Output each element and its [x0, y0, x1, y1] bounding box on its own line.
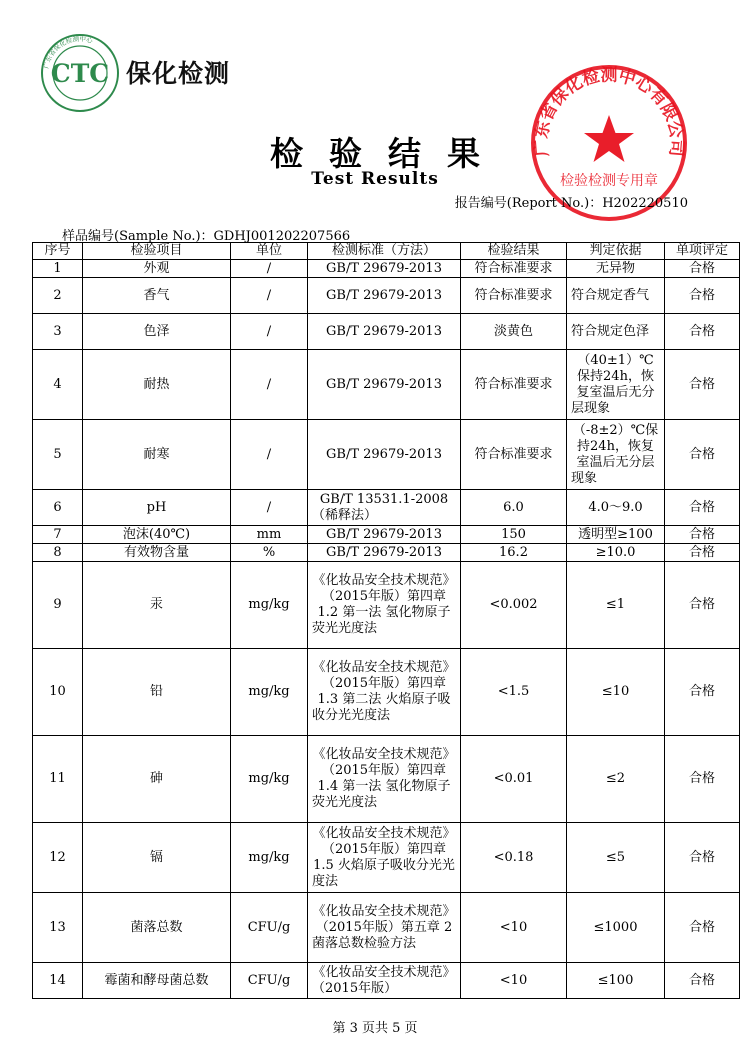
evaluation: 合格	[665, 350, 740, 420]
result: 淡黄色	[461, 314, 567, 350]
result: <10	[461, 963, 567, 999]
result: 16.2	[461, 544, 567, 562]
standard: GB/T 29679-2013	[308, 544, 461, 562]
basis: 4.0～9.0	[567, 490, 665, 526]
basis: ≤1	[567, 562, 665, 649]
standard: GB/T 29679-2013	[308, 278, 461, 314]
result: <0.18	[461, 823, 567, 893]
row-number: 14	[33, 963, 83, 999]
evaluation: 合格	[665, 526, 740, 544]
table-row	[33, 544, 740, 562]
unit: /	[231, 314, 308, 350]
test-item: 耐寒	[83, 420, 231, 490]
basis: ≥10.0	[567, 544, 665, 562]
unit: mg/kg	[231, 736, 308, 823]
unit: mm	[231, 526, 308, 544]
basis: ≤2	[567, 736, 665, 823]
test-item: 香气	[83, 278, 231, 314]
table-row	[33, 823, 740, 893]
result: 符合标准要求	[461, 350, 567, 420]
table-row	[33, 963, 740, 999]
test-item: 镉	[83, 823, 231, 893]
basis: （-8±2）℃保持24h，恢复室温后无分层现象	[567, 420, 665, 490]
test-item: 有效物含量	[83, 544, 231, 562]
unit: /	[231, 278, 308, 314]
unit: %	[231, 544, 308, 562]
standard: GB/T 29679-2013	[308, 314, 461, 350]
table-row	[33, 562, 740, 649]
header-cell: 检验项目	[83, 243, 231, 260]
standard: GB/T 29679-2013	[308, 526, 461, 544]
test-item: 菌落总数	[83, 893, 231, 963]
logo-ring-text: 广东省保化检测中心	[42, 34, 94, 70]
basis: ≤10	[567, 649, 665, 736]
test-item: 铅	[83, 649, 231, 736]
evaluation: 合格	[665, 823, 740, 893]
seal-text: 广东省保化检测中心有限公司	[531, 65, 687, 158]
basis: 无异物	[567, 260, 665, 278]
table-row	[33, 893, 740, 963]
row-number: 4	[33, 350, 83, 420]
standard: GB/T 13531.1-2008（稀释法）	[308, 490, 461, 526]
row-number: 8	[33, 544, 83, 562]
report-number: 报告编号(Report No.)：H202220510	[454, 196, 688, 211]
unit: /	[231, 350, 308, 420]
test-item: 霉菌和酵母菌总数	[83, 963, 231, 999]
table-row	[33, 420, 740, 490]
table-row	[33, 526, 740, 544]
unit: /	[231, 490, 308, 526]
evaluation: 合格	[665, 736, 740, 823]
header-cell: 单项评定	[665, 243, 740, 260]
page-subtitle: Test Results	[311, 169, 439, 189]
unit: CFU/g	[231, 893, 308, 963]
table-row	[33, 260, 740, 278]
evaluation: 合格	[665, 963, 740, 999]
unit: /	[231, 420, 308, 490]
result: <0.01	[461, 736, 567, 823]
seal-bottom-text: 检验检测专用章	[560, 173, 658, 189]
row-number: 1	[33, 260, 83, 278]
table-row	[33, 278, 740, 314]
table-row	[33, 350, 740, 420]
result: 符合标准要求	[461, 260, 567, 278]
test-item: 耐热	[83, 350, 231, 420]
basis: ≤100	[567, 963, 665, 999]
result: 符合标准要求	[461, 420, 567, 490]
row-number: 5	[33, 420, 83, 490]
standard: 《化妆品安全技术规范》（2015年版）第四章 1.5 火焰原子吸收分光光度法	[308, 823, 461, 893]
sample-number: 样品编号(Sample No.)：GDHJ001202207566	[62, 229, 351, 244]
standard: GB/T 29679-2013	[308, 260, 461, 278]
row-number: 12	[33, 823, 83, 893]
test-item: pH	[83, 490, 231, 526]
results-table	[32, 242, 740, 999]
unit: /	[231, 260, 308, 278]
evaluation: 合格	[665, 260, 740, 278]
test-item: 汞	[83, 562, 231, 649]
row-number: 9	[33, 562, 83, 649]
test-item: 砷	[83, 736, 231, 823]
header-cell: 序号	[33, 243, 83, 260]
table-row	[33, 649, 740, 736]
evaluation: 合格	[665, 893, 740, 963]
standard: 《化妆品安全技术规范》（2015年版）	[308, 963, 461, 999]
header-cell: 检验结果	[461, 243, 567, 260]
unit: mg/kg	[231, 649, 308, 736]
result: 150	[461, 526, 567, 544]
result: <0.002	[461, 562, 567, 649]
test-item: 泡沫(40℃)	[83, 526, 231, 544]
basis: ≤1000	[567, 893, 665, 963]
result: <1.5	[461, 649, 567, 736]
header-cell: 检测标准（方法）	[308, 243, 461, 260]
basis: 符合规定香气	[567, 278, 665, 314]
standard: 《化妆品安全技术规范》（2015年版）第五章 2 菌落总数检验方法	[308, 893, 461, 963]
table-row	[33, 490, 740, 526]
row-number: 2	[33, 278, 83, 314]
header-cell: 单位	[231, 243, 308, 260]
evaluation: 合格	[665, 544, 740, 562]
standard: 《化妆品安全技术规范》（2015年版）第四章 1.2 第一法 氢化物原子荧光光度法	[308, 562, 461, 649]
table-row	[33, 314, 740, 350]
standard: GB/T 29679-2013	[308, 420, 461, 490]
row-number: 7	[33, 526, 83, 544]
row-number: 13	[33, 893, 83, 963]
evaluation: 合格	[665, 649, 740, 736]
company-logo	[40, 33, 120, 113]
unit: mg/kg	[231, 562, 308, 649]
evaluation: 合格	[665, 314, 740, 350]
result: 符合标准要求	[461, 278, 567, 314]
row-number: 6	[33, 490, 83, 526]
basis: 透明型≥100	[567, 526, 665, 544]
logo-text: CTC	[50, 59, 110, 88]
basis: （40±1）℃保持24h，恢复室温后无分层现象	[567, 350, 665, 420]
test-item: 色泽	[83, 314, 231, 350]
unit: mg/kg	[231, 823, 308, 893]
page-title: 检验结果	[270, 134, 506, 173]
standard: 《化妆品安全技术规范》（2015年版）第四章 1.3 第二法 火焰原子吸收分光光度法	[308, 649, 461, 736]
basis: 符合规定色泽	[567, 314, 665, 350]
basis: ≤5	[567, 823, 665, 893]
standard: GB/T 29679-2013	[308, 350, 461, 420]
evaluation: 合格	[665, 420, 740, 490]
row-number: 3	[33, 314, 83, 350]
row-number: 11	[33, 736, 83, 823]
evaluation: 合格	[665, 278, 740, 314]
table-row	[33, 736, 740, 823]
standard: 《化妆品安全技术规范》（2015年版）第四章 1.4 第一法 氢化物原子荧光光度法	[308, 736, 461, 823]
star-icon	[584, 115, 634, 162]
unit: CFU/g	[231, 963, 308, 999]
header-cell: 判定依据	[567, 243, 665, 260]
row-number: 10	[33, 649, 83, 736]
evaluation: 合格	[665, 490, 740, 526]
brand-name: 保化检测	[126, 59, 231, 88]
page-number: 第 3 页共 5 页	[332, 1021, 418, 1036]
table-header-row	[33, 243, 740, 260]
evaluation: 合格	[665, 562, 740, 649]
test-item: 外观	[83, 260, 231, 278]
result: <10	[461, 893, 567, 963]
result: 6.0	[461, 490, 567, 526]
